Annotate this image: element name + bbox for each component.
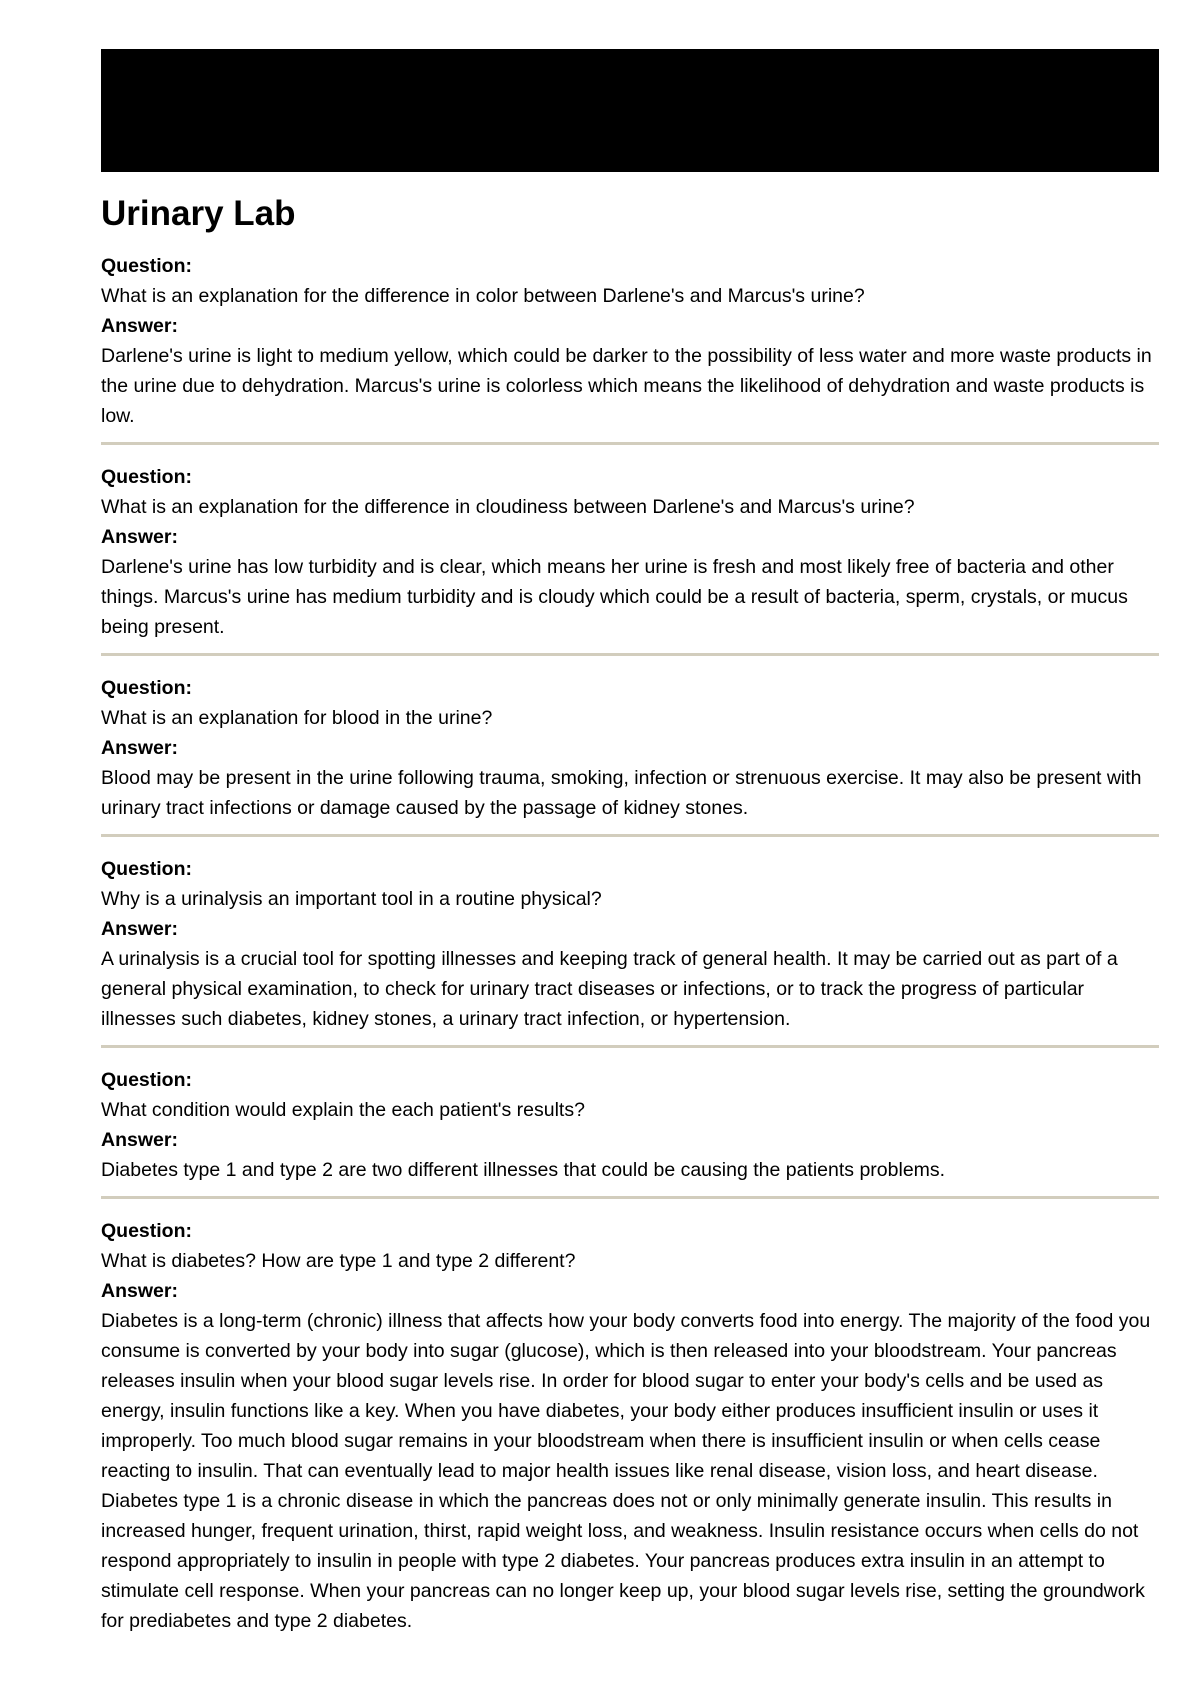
question-text: What is an explanation for the difference in color between Darlene's and Marcus's urine? [101,285,865,307]
question-label: Question: [101,1069,192,1091]
answer-text: Darlene's urine is light to medium yellow, which could be darker to the possibility of less water and more waste products in the urine due to dehydration. Marcus's urine is colorless which means the likelihood of dehydration and waste products is low. [101,345,1152,427]
divider [101,1196,1159,1199]
qa-item [101,673,1159,823]
answer-label: Answer: [101,1280,178,1302]
answer-label: Answer: [101,1129,178,1151]
document-page [101,49,1159,1636]
question-label: Question: [101,677,192,699]
qa-item [101,1216,1159,1636]
divider [101,1045,1159,1048]
header-banner [101,49,1159,172]
question-text: What is an explanation for the difference in cloudiness between Darlene's and Marcus's urine? [101,496,915,518]
answer-text: Blood may be present in the urine following trauma, smoking, infection or strenuous exercise. It may also be present with urinary tract infections or damage caused by the passage of kidney stones. [101,767,1142,819]
divider [101,653,1159,656]
answer-text: Darlene's urine has low turbidity and is clear, which means her urine is fresh and most likely free of bacteria and other things. Marcus's urine has medium turbidity and is cloudy which could be a result of bacteria, sperm, crystals, or mucus being present. [101,556,1128,638]
qa-item [101,462,1159,642]
answer-text: A urinalysis is a crucial tool for spotting illnesses and keeping track of general health. It may be carried out as part of a general physical examination, to check for urinary tract diseases or infections, or to track the progress of particular illnesses such diabetes, kidney stones, a urinary tract infection, or hypertension. [101,948,1118,1030]
question-label: Question: [101,255,192,277]
answer-text: Diabetes is a long-term (chronic) illness that affects how your body converts food into energy. The majority of the food you consume is converted by your body into sugar (glucose), which is then released into your bloodstream. Your pancreas releases insulin when your blood sugar levels rise. In order for blood sugar to enter your body's cells and be used as energy, insulin functions like a key. When you have diabetes, your body either produces insufficient insulin or uses it improperly. Too much blood sugar remains in your bloodstream when there is insufficient insulin or when cells cease reacting to insulin. That can eventually lead to major health issues like renal disease, vision loss, and heart disease. Diabetes type 1 is a chronic disease in which the pancreas does not or only minimally generate insulin. This results in increased hunger, frequent urination, thirst, rapid weight loss, and weakness. Insulin resistance occurs when cells do not respond appropriately to insulin in people with type 2 diabetes. Your pancreas produces extra insulin in an attempt to stimulate cell response. When your pancreas can no longer keep up, your blood sugar levels rise, setting the groundwork for prediabetes and type 2 diabetes. [101,1310,1151,1632]
answer-text: Diabetes type 1 and type 2 are two different illnesses that could be causing the patients problems. [101,1159,946,1181]
question-label: Question: [101,858,192,880]
question-text: What is diabetes? How are type 1 and type 2 different? [101,1250,576,1272]
answer-label: Answer: [101,737,178,759]
answer-label: Answer: [101,918,178,940]
qa-item [101,1065,1159,1185]
page-title: Urinary Lab [101,194,296,233]
divider [101,834,1159,837]
question-text: What is an explanation for blood in the urine? [101,707,493,729]
qa-item [101,251,1159,431]
question-text: Why is a urinalysis an important tool in a routine physical? [101,888,602,910]
qa-item [101,854,1159,1034]
question-text: What condition would explain the each patient's results? [101,1099,585,1121]
answer-label: Answer: [101,315,178,337]
question-label: Question: [101,466,192,488]
question-label: Question: [101,1220,192,1242]
divider [101,442,1159,445]
answer-label: Answer: [101,526,178,548]
